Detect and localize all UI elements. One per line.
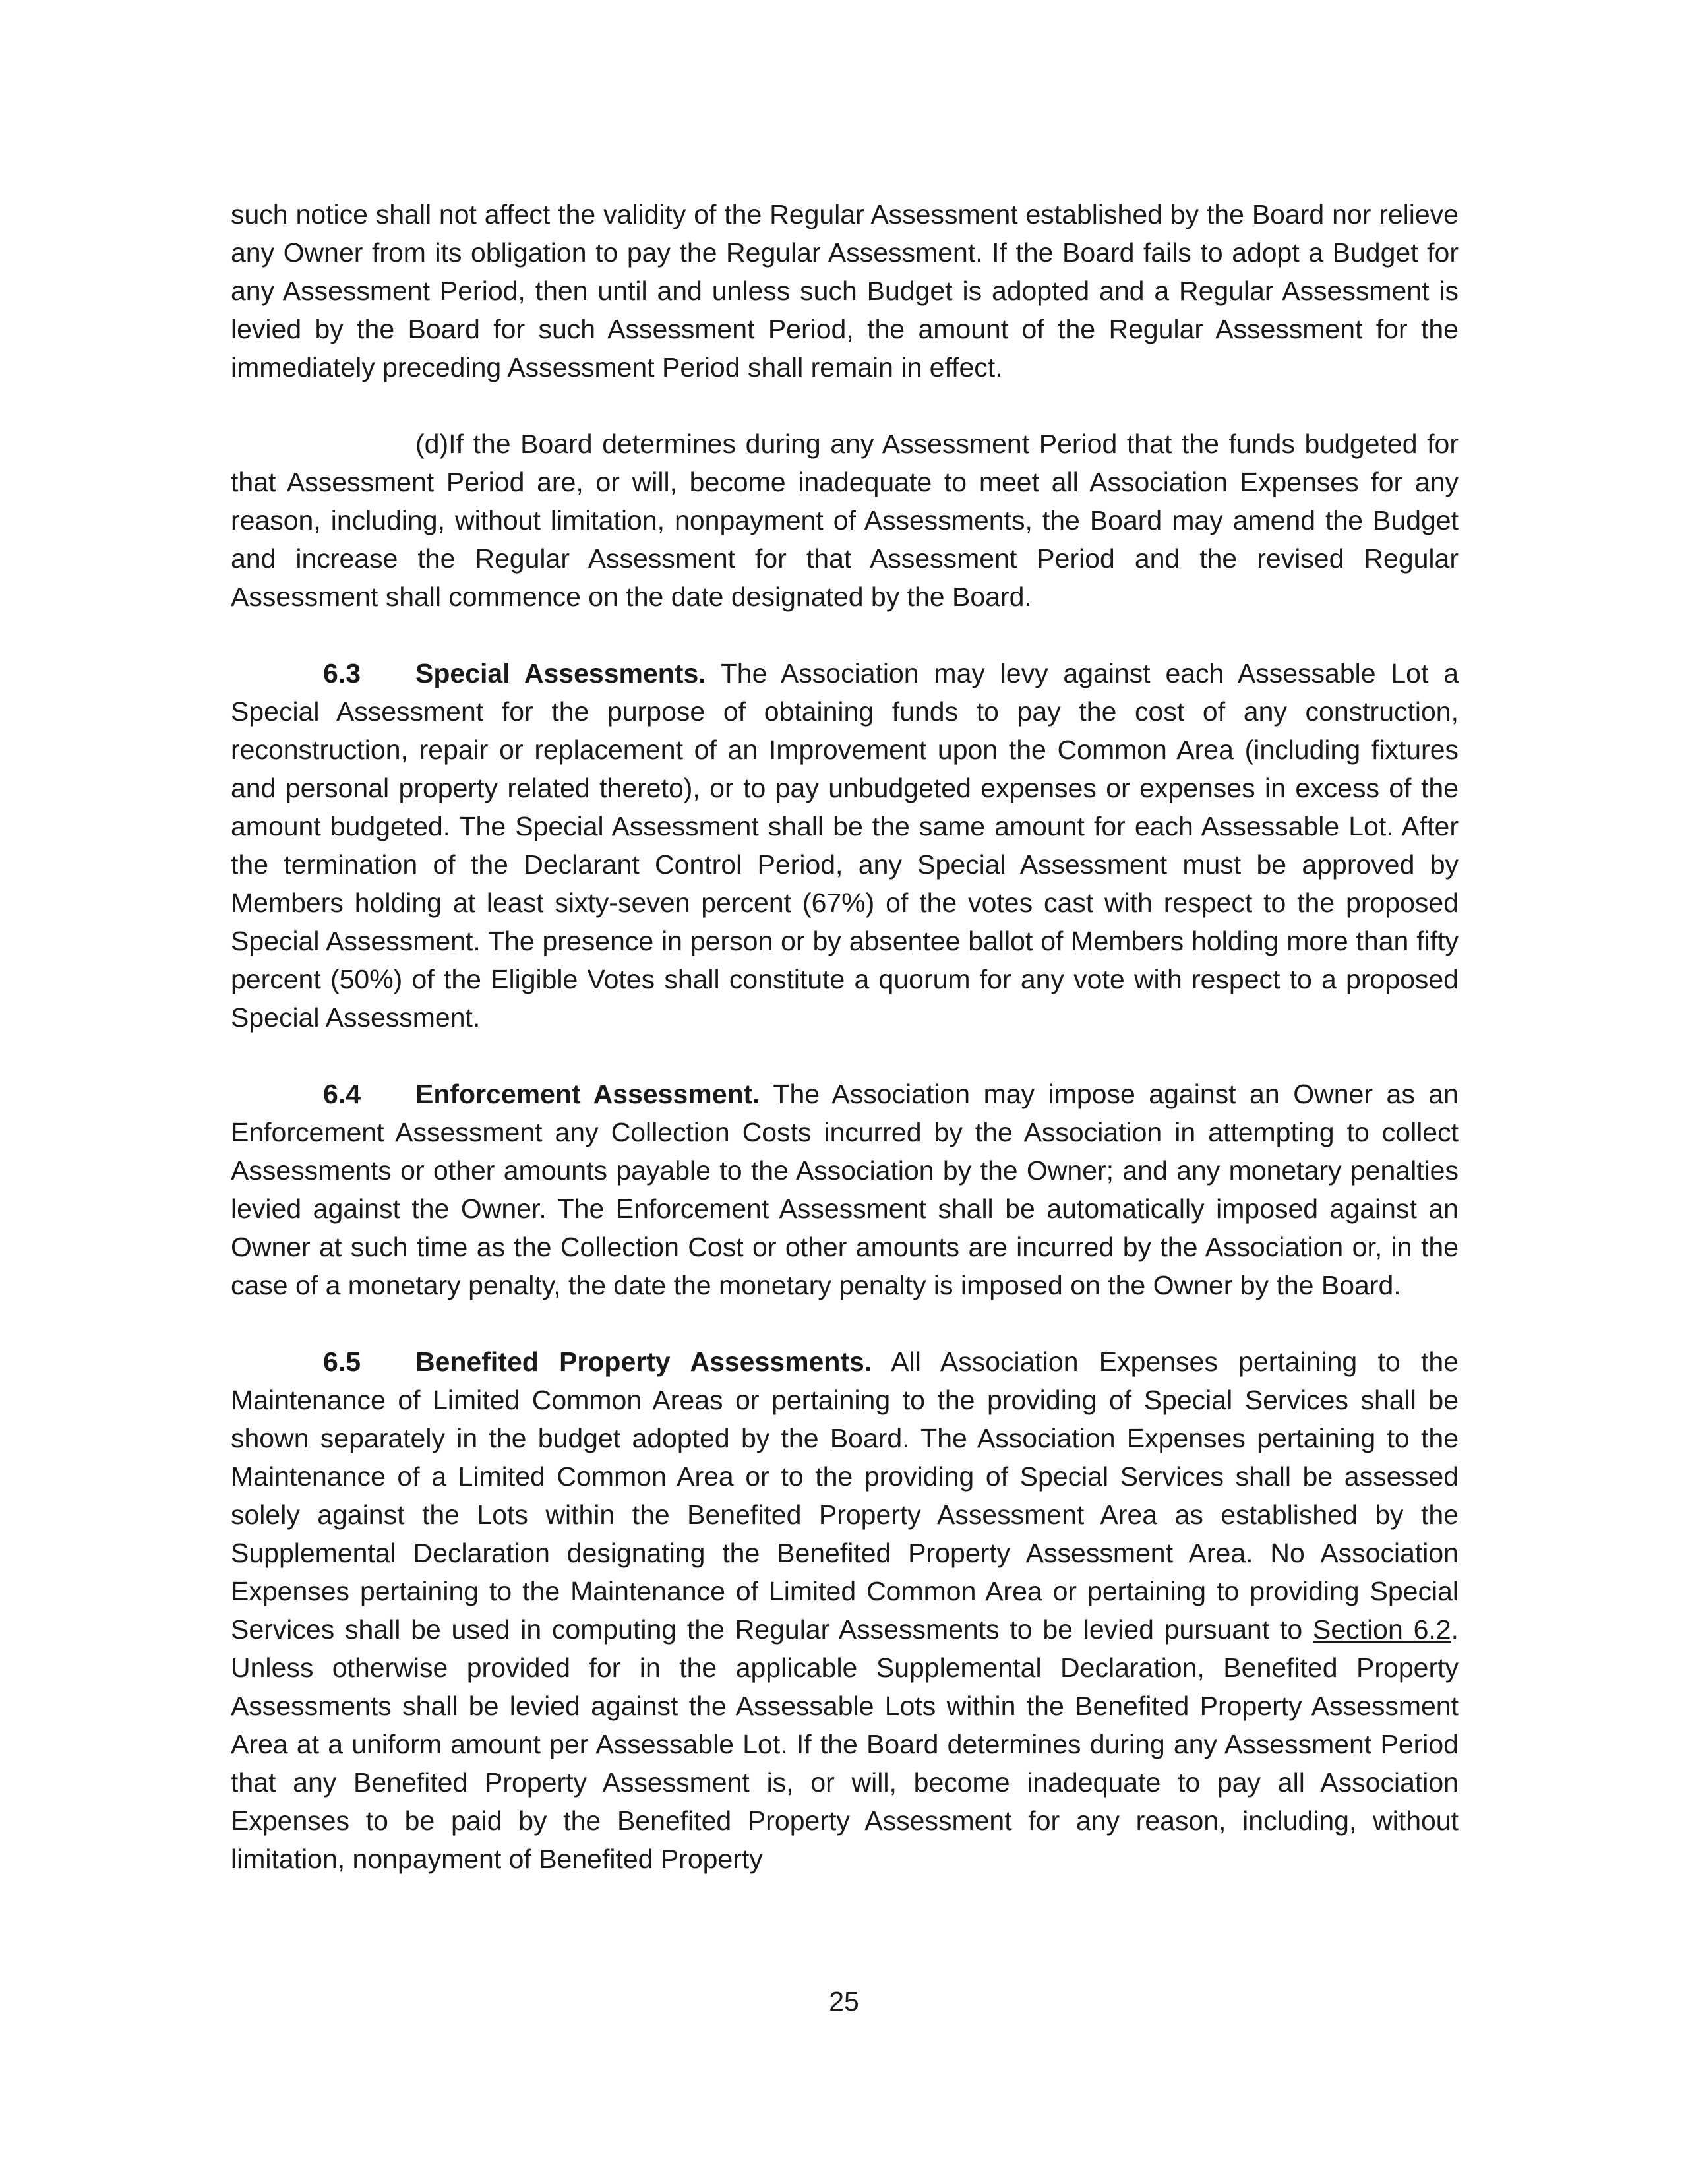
section-text-continued: . Unless otherwise provided for in the applicable Supplemental Declaration, Benefited Property Assessments shall be levied against the Assessable Lots within the Benefited Property Assessment Area at a uniform amount per Assessable Lot. If the Board determines during any Assessment Period that any Benefited Property Assessment is, or will, become inadequate to pay all Association Expenses to be paid by the Benefited Property Assessment for any reason, including, without limitation, nonpayment of Benefited Property xyxy=(231,1614,1459,1874)
section-text: The Association may impose against an Owner as an Enforcement Assessment any Collection Costs incurred by the Association in attempting to collect Assessments or other amounts payable to the Association by the Owner; and any monetary penalties levied against the Owner. The Enforcement Assessment shall be automatically imposed against an Owner at such time as the Collection Cost or other amounts are incurred by the Association or, in the case of a monetary penalty, the date the monetary penalty is imposed on the Owner by the Board. xyxy=(231,1079,1459,1300)
section-number: 6.3 xyxy=(323,658,361,688)
paragraph-text: such notice shall not affect the validity of the Regular Assessment established by the Board nor relieve any Owner from its obligation to pay the Regular Assessment. If the Board fails to adopt a Budget for any Assessment Period, then until and unless such Budget is adopted and a Regular Assessment is levied by the Board for such Assessment Period, the amount of the Regular Assessment for the immediately preceding Assessment Period shall remain in effect. xyxy=(231,199,1459,382)
subsection-label: (d) xyxy=(415,429,449,459)
paragraph-d xyxy=(231,425,1459,616)
section-text: The Association may levy against each Assessable Lot a Special Assessment for the purpose of obtaining funds to pay the cost of any construction, reconstruction, repair or replacement of an Improvement upon the Common Area (including fixtures and personal property related thereto), or to pay unbudgeted expenses or expenses in excess of the amount budgeted. The Special Assessment shall be the same amount for each Assessable Lot. After the termination of the Declarant Control Period, any Special Assessment must be approved by Members holding at least sixty-seven percent (67%) of the votes cast with respect to the proposed Special Assessment. The presence in person or by absentee ballot of Members holding more than fifty percent (50%) of the Eligible Votes shall constitute a quorum for any vote with respect to a proposed Special Assessment. xyxy=(231,658,1459,1033)
section-number: 6.5 xyxy=(323,1347,361,1377)
section-6-3 xyxy=(231,654,1459,1037)
paragraph-continuation xyxy=(231,195,1459,386)
section-6-4 xyxy=(231,1075,1459,1304)
page-number: 25 xyxy=(829,1986,859,2017)
section-number: 6.4 xyxy=(323,1079,361,1109)
section-cross-reference: Section 6.2 xyxy=(1313,1614,1451,1645)
section-6-5 xyxy=(231,1343,1459,1878)
section-title: Special Assessments. xyxy=(415,658,706,688)
document-page xyxy=(231,195,1459,1916)
section-title: Benefited Property Assessments. xyxy=(415,1347,872,1377)
paragraph-text: If the Board determines during any Assessment Period that the funds budgeted for that Assessment Period are, or will, become inadequate to meet all Association Expenses for any reason, including, without limitation, nonpayment of Assessments, the Board may amend the Budget and increase the Regular Assessment for that Assessment Period and the revised Regular Assessment shall commence on the date designated by the Board. xyxy=(231,429,1459,612)
section-text: All Association Expenses pertaining to the Maintenance of Limited Common Areas or pertaining to the providing of Special Services shall be shown separately in the budget adopted by the Board. The Association Expenses pertaining to the Maintenance of a Limited Common Area or to the providing of Special Services shall be assessed solely against the Lots within the Benefited Property Assessment Area as established by the Supplemental Declaration designating the Benefited Property Assessment Area. No Association Expenses pertaining to the Maintenance of Limited Common Area or pertaining to providing Special Services shall be used in computing the Regular Assessments to be levied pursuant to xyxy=(231,1347,1459,1645)
section-title: Enforcement Assessment. xyxy=(415,1079,760,1109)
